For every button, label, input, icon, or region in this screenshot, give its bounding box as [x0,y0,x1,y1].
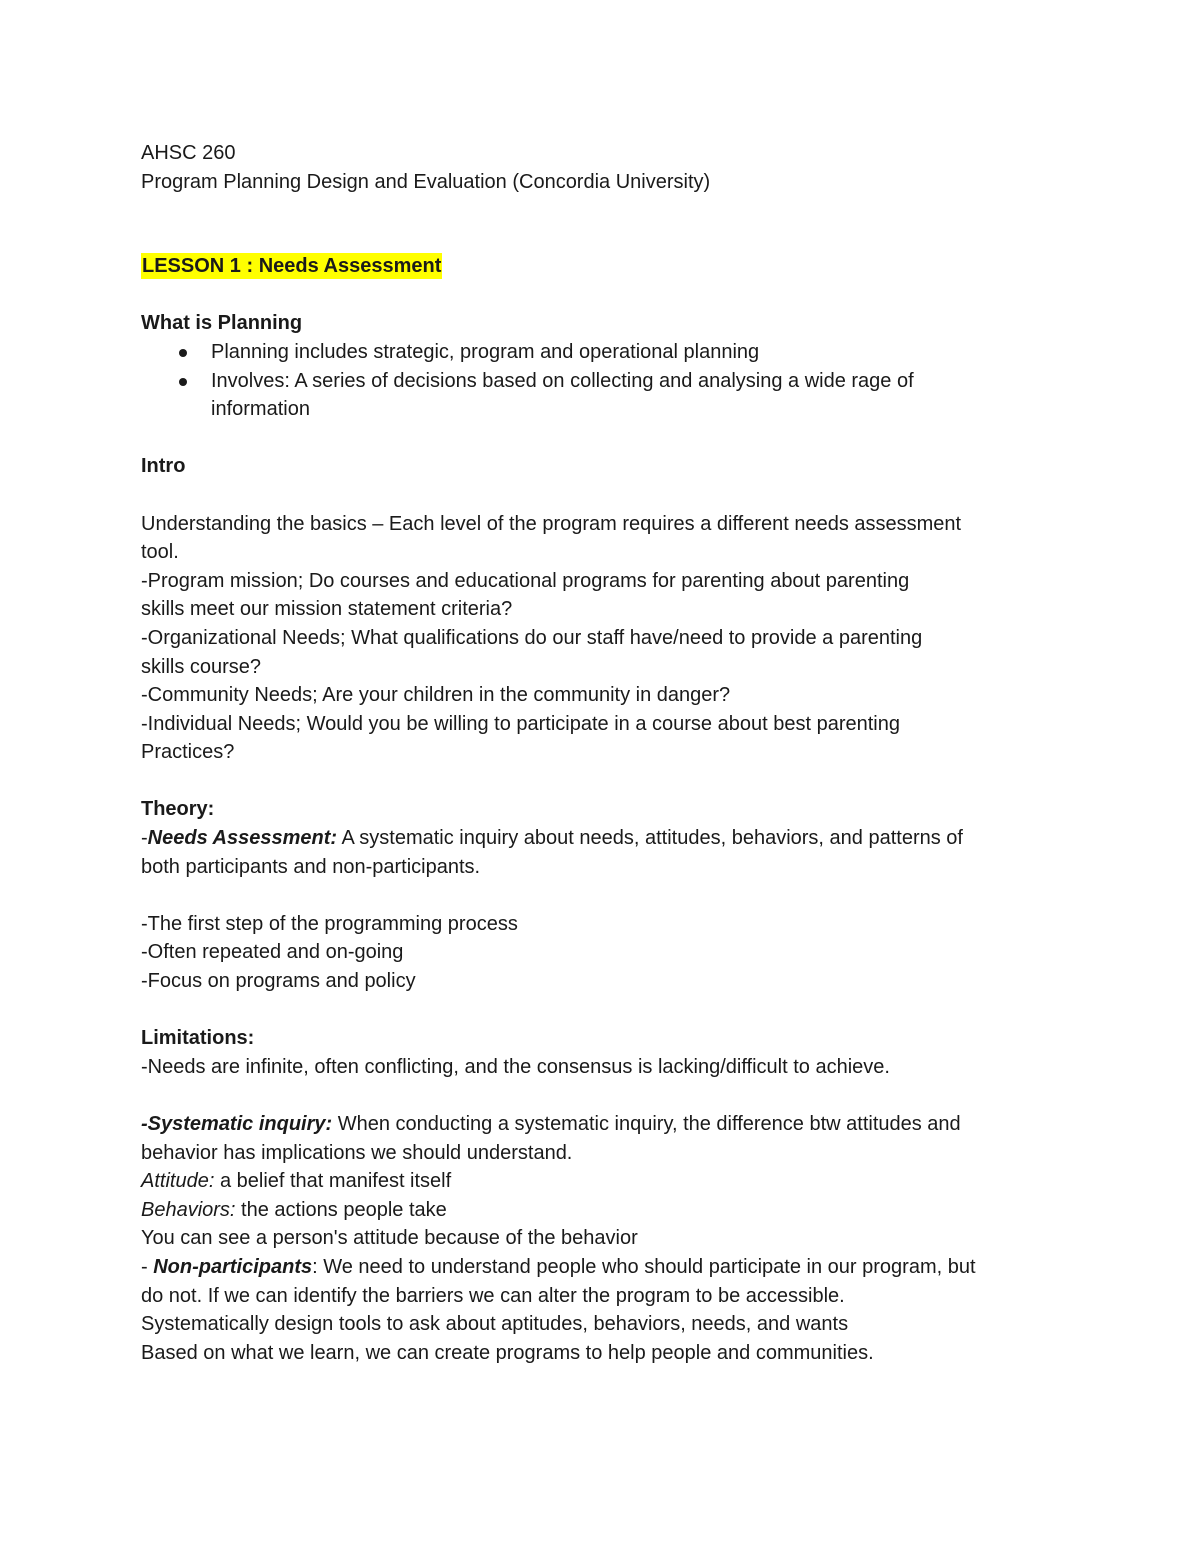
systematic-inquiry-cont: behavior has implications we should understand. [141,1141,573,1164]
attitude-behavior-line: You can see a person's attitude because of the behavior [141,1227,638,1250]
attitude-definition: Attitude: a belief that manifest itself [141,1170,452,1193]
course-code: AHSC 260 [141,142,236,164]
intro-line: skills meet our mission statement criteria? [141,598,513,621]
intro-line: tool. [141,541,179,564]
theory-definition-cont: both participants and non-participants. [141,855,481,878]
behaviors-definition: Behaviors: the actions people take [141,1198,447,1221]
planning-heading: What is Planning [141,312,303,335]
document-page [141,139,1061,1367]
lesson-title: LESSON 1 : Needs Assessment [142,255,442,278]
non-participants-line: - Non-participants: We need to understand people who should participate in our program, but [141,1255,976,1278]
intro-line: -Program mission; Do courses and educational programs for parenting about parenting [141,569,910,592]
theory-point: -Focus on programs and policy [141,970,416,993]
non-participants-cont: do not. If we can identify the barriers we can alter the program to be accessible. [141,1284,845,1307]
design-tools-line: Systematically design tools to ask about aptitudes, behaviors, needs, and wants [141,1313,849,1336]
theory-point: -Often repeated and on-going [141,941,404,964]
theory-heading: Theory: [141,798,215,821]
intro-line: Understanding the basics – Each level of the program requires a different needs assessment [141,512,962,535]
list-item: Involves: A series of decisions based on collecting and analysing a wide rage of information [141,367,1061,424]
intro-line: skills course? [141,655,262,678]
planning-list [141,338,1061,424]
intro-line: -Organizational Needs; What qualifications do our staff have/need to provide a parenting [141,626,923,649]
intro-line: Practices? [141,741,235,764]
final-line: Based on what we learn, we can create programs to help people and communities. [141,1341,874,1364]
intro-heading: Intro [141,455,186,478]
list-item: Planning includes strategic, program and operational planning [141,338,1061,367]
limitations-line: -Needs are infinite, often conflicting, and the consensus is lacking/difficult to achieve. [141,1055,890,1078]
intro-line: -Community Needs; Are your children in the community in danger? [141,684,731,707]
theory-definition: -Needs Assessment: A systematic inquiry about needs, attitudes, behaviors, and patterns of [141,827,963,850]
bullet-icon [179,349,187,357]
limitations-heading: Limitations: [141,1027,255,1050]
theory-point: -The first step of the programming process [141,912,518,935]
systematic-inquiry: -Systematic inquiry: When conducting a systematic inquiry, the difference btw attitudes and [141,1113,961,1135]
bullet-icon [179,378,187,386]
intro-line: -Individual Needs; Would you be willing to participate in a course about best parenting [141,712,900,735]
course-title: Program Planning Design and Evaluation (Concordia University) [141,170,711,193]
